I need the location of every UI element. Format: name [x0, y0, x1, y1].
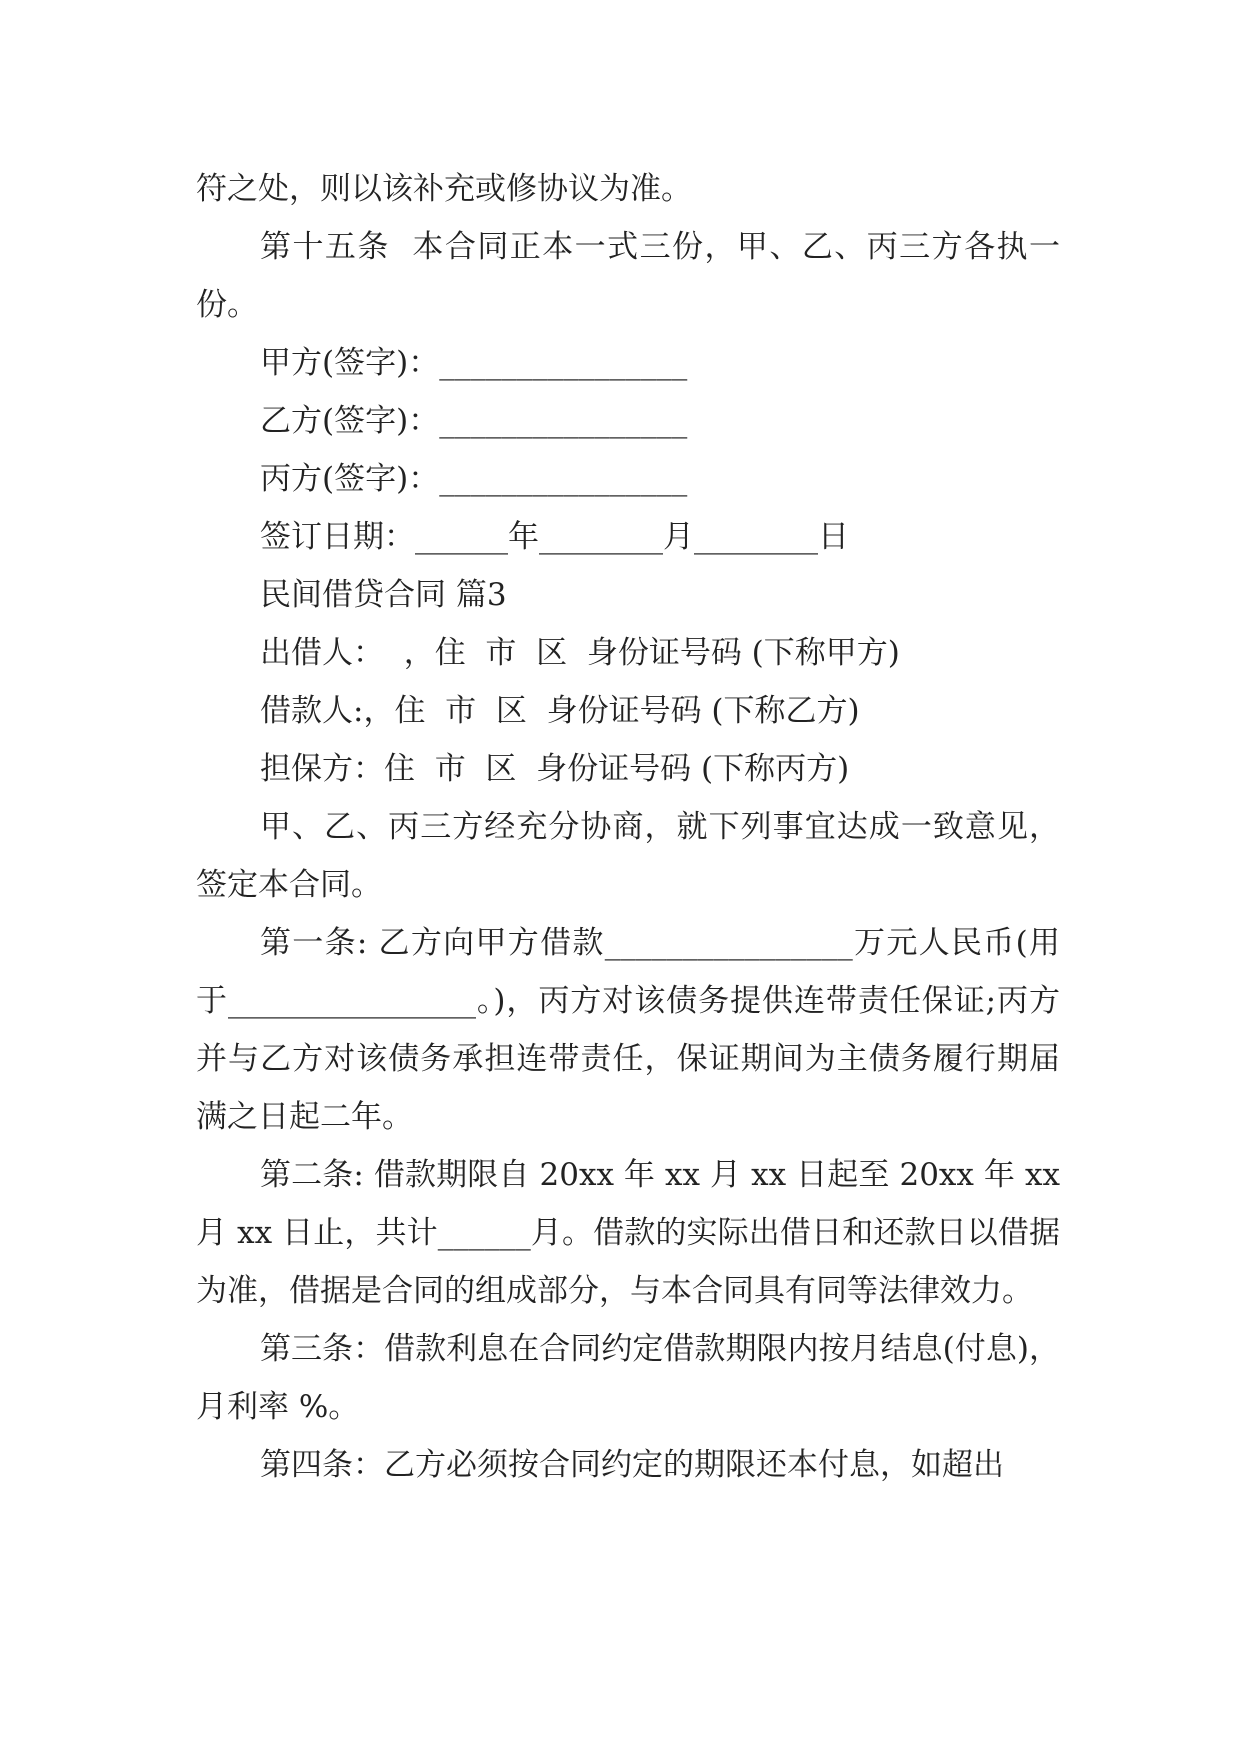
paragraph-article-2: 第二条: 借款期限自 20xx 年 xx 月 xx 日起至 20xx 年 xx 月 xx 日止，共计______月。借款的实际出借日和还款日以借据为准，借据是合同的组成部分，与本合同具有同等法律效力。: [196, 1157, 1070, 1309]
signing-date-line: 签订日期：______年________月________日: [260, 519, 849, 555]
borrower-line: 借款人:，住 市 区 身份证号码 (下称乙方): [260, 693, 860, 729]
signature-line-party-a: 甲方(签字)：________________: [260, 345, 688, 381]
guarantor-line: 担保方：住 市 区 身份证号码 (下称丙方): [260, 751, 850, 787]
signature-line-party-b: 乙方(签字)：________________: [260, 403, 688, 439]
paragraph-article-4: 第四条：乙方必须按合同约定的期限还本付息，如超出: [260, 1447, 1004, 1483]
paragraph-continuation: 符之处，则以该补充或修协议为准。: [196, 171, 692, 207]
lender-line: 出借人： ，住 市 区 身份证号码 (下称甲方): [260, 635, 900, 671]
signature-line-party-c: 丙方(签字)：________________: [260, 461, 688, 497]
paragraph-article-3: 第三条：借款利息在合同约定借款期限内按月结息(付息)，月利率 %。: [196, 1331, 1060, 1425]
paragraph-agreement-intro: 甲、乙、丙三方经充分协商，就下列事宜达成一致意见，签定本合同。: [196, 809, 1060, 903]
paragraph-article-1: 第一条: 乙方向甲方借款________________万元人民币(用于________________。)，丙方对该债务提供连带责任保证;丙方并与乙方对该债务承担连带责任，保证期间为主债务履行期届满之日起二年。: [196, 925, 1060, 1135]
section-title: 民间借贷合同 篇3: [260, 577, 507, 613]
document-body: [196, 160, 1070, 1494]
paragraph-article-15: 第十五条 本合同正本一式三份，甲、乙、丙三方各执一份。: [196, 229, 1060, 323]
